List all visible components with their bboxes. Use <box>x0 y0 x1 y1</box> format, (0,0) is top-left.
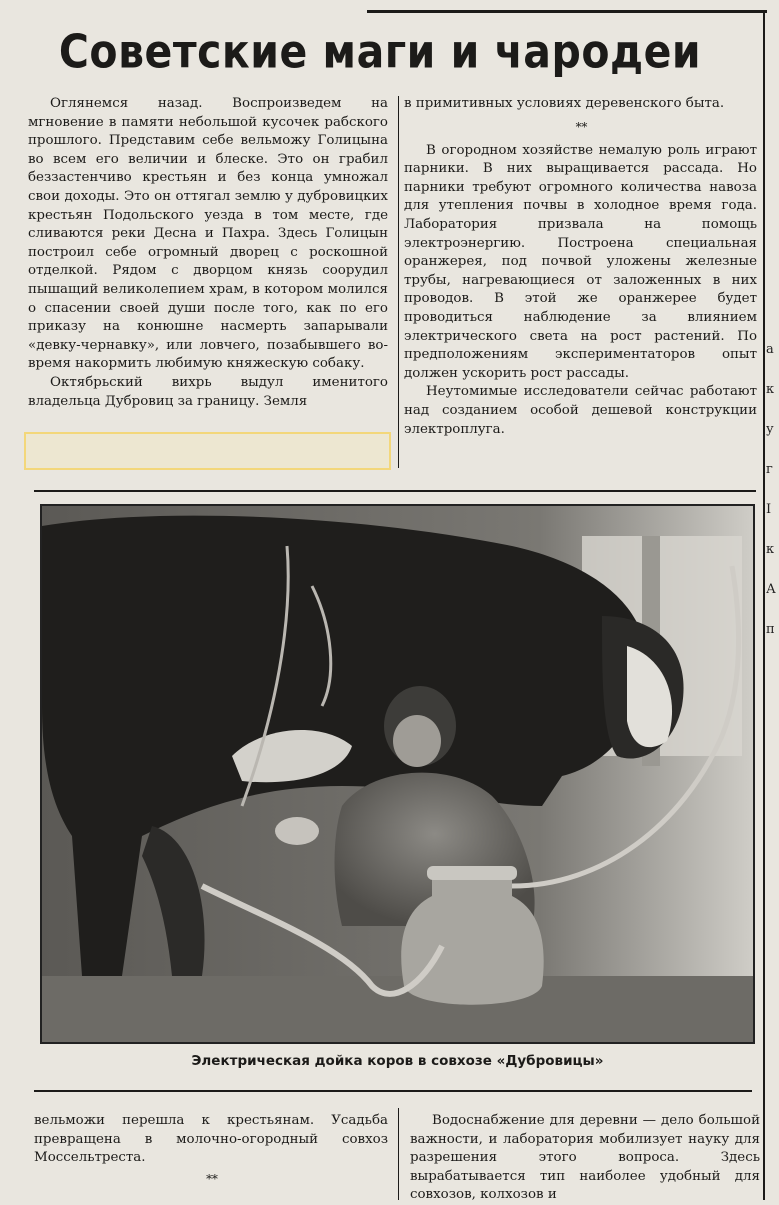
right-edge-rule <box>763 10 765 1200</box>
bottom-right-paragraph: Водоснабжение для деревни — дело большой важности, и лаборатория мобилизует науку для разрешения этого вопроса. Здесь вырабатывается тип наиболее удобный для совхозов, колхозов и <box>410 1113 760 1203</box>
edge-letter: у <box>766 422 774 437</box>
right-column-continuation: в примитивных условиях деревенского быта. <box>404 96 725 111</box>
article-headline: Советские маги и чародеи <box>58 25 702 79</box>
bottom-left-paragraph: вельможи перешла к крестьянам. Усадьба превращена в молочно-огородный совхоз Моссельтреста. <box>34 1113 388 1166</box>
bottom-right-column <box>410 1112 760 1205</box>
edge-letter: к <box>766 542 775 557</box>
edge-letter: I <box>766 502 772 517</box>
caption-bottom-rule <box>34 1090 752 1092</box>
selection-highlight[interactable] <box>24 432 391 470</box>
right-paragraph-2: Неутомимые исследователи сейчас работают над созданием особой дешевой конструкции электроплуга. <box>404 384 757 437</box>
edge-letter: г <box>766 462 773 477</box>
milking-photo-image <box>42 506 753 1042</box>
left-column <box>28 95 388 411</box>
edge-letter: А <box>766 582 776 597</box>
right-column <box>404 95 757 439</box>
bottom-left-column <box>34 1112 388 1188</box>
bottom-stars: * * <box>206 1171 216 1186</box>
milking-photo <box>40 504 755 1044</box>
edge-letter: к <box>766 382 775 397</box>
section-stars: * * <box>575 119 586 134</box>
edge-letter: а <box>766 342 774 357</box>
photo-top-rule <box>34 490 756 492</box>
photo-caption: Электрическая дойка коров в совхозе «Дубровицы» <box>191 1053 604 1069</box>
right-paragraph-1: В огородном хозяйстве немалую роль играют парники. В них выращивается рассада. Но парники требуют огромного количества навоза для утепления почвы в холодное время года. Лаборатория призвала на помощь электроэнергию. Построена специальная оранжерея, под почвой уложены железные трубы, нагревающиеся от заложенных в них проводов. В этой же оранжерее будет проводиться наблюдение за влиянием электрического света на рост растений. По предположениям экспериментаторов опыт должен ускорить рост рассады. <box>404 142 757 381</box>
top-rule <box>367 10 767 13</box>
adjacent-column-fragment <box>766 330 779 650</box>
left-paragraph-2: Октябрьский вихрь выдул именитого владельца Дубровиц за границу. Земля <box>28 374 388 409</box>
edge-letter: п <box>766 622 775 637</box>
bottom-column-divider <box>398 1108 399 1200</box>
column-divider <box>398 96 399 468</box>
left-paragraph-1: Оглянемся назад. Воспроизведем на мгновение в памяти небольшой кусочек рабского прошлого. Представим себе вельможу Голицына во всем его величии и блеске. Это он грабил беззастенчиво крестьян и без конца умножал свои доходы. Это он оттягал землю у дубровицких крестьян Подольского уезда в том месте, где сливаются реки Десна и Пахра. Здесь Голицын построил себе огромный дворец с роскошной отделкой. Рядом с дворцом князь соорудил пышащий великолепием храм, в котором молился о спасении своей души после того, как по его приказу на конюшне насмерть запарывали «девку-чернавку», или ловчего, позабывшего во-время накормить любимую княжескую собаку. <box>28 96 388 372</box>
